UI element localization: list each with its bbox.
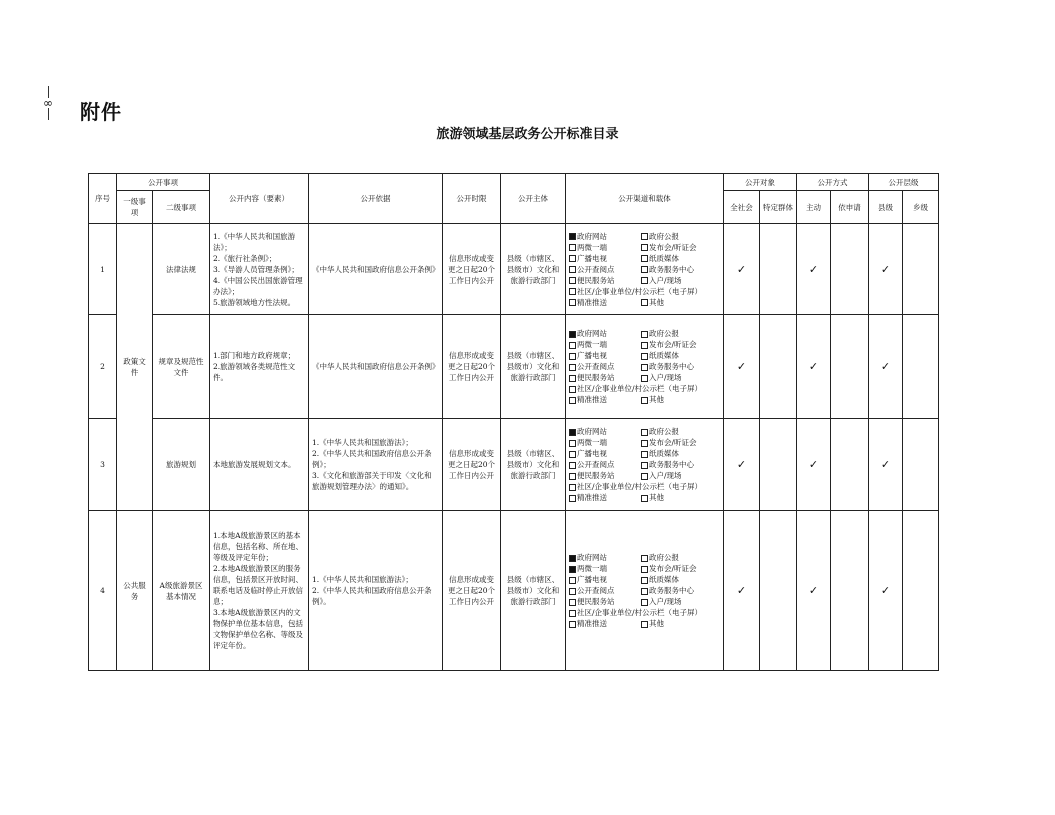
channel-label: 社区/企事业单位/村公示栏（电子屏） <box>577 482 703 491</box>
checkbox-icon <box>641 566 648 573</box>
target-specific-cell <box>760 315 797 419</box>
checkbox-icon <box>641 577 648 584</box>
channel-option <box>569 372 641 383</box>
channel-label: 社区/企事业单位/村公示栏（电子屏） <box>577 286 703 296</box>
channel-option <box>641 339 727 350</box>
seq-cell <box>89 224 117 315</box>
channel-option <box>641 470 727 481</box>
channel-option <box>569 242 641 253</box>
time-limit-cell <box>443 419 501 511</box>
subject-cell <box>501 224 566 315</box>
content-line: 1.《中华人民共和国旅游法》； <box>213 231 296 252</box>
table-body <box>89 224 939 671</box>
check-mark-icon: ✓ <box>736 458 747 471</box>
checkbox-icon <box>569 288 576 295</box>
channel-label: 便民服务站 <box>577 597 615 606</box>
basis-cell <box>309 419 443 511</box>
target-all-cell <box>724 511 760 671</box>
time-limit-value: 信息形成或变更之日起20个工作日内公开 <box>447 253 496 285</box>
check-mark-icon: ✓ <box>736 584 747 597</box>
channel-option <box>641 242 727 253</box>
level1-value: 政策文件 <box>123 357 146 377</box>
channel-option <box>569 426 641 437</box>
header-level-group: 公开层级 <box>869 174 939 191</box>
channel-label: 广播电视 <box>577 253 607 263</box>
basis-line: 3.《文化和旅游部关于印发〈文化和旅游规划管理办法〉的通知》。 <box>312 471 432 491</box>
checkbox-icon <box>569 353 576 360</box>
checkbox-icon <box>641 375 648 382</box>
checkbox-icon <box>569 473 576 480</box>
channel-label: 便民服务站 <box>577 275 615 285</box>
channel-label: 政府网站 <box>577 553 607 562</box>
content-line: 本地旅游发展规划文本。 <box>213 460 296 469</box>
channel-option <box>569 492 641 503</box>
channel-label: 政府网站 <box>577 231 607 241</box>
check-mark-icon: ✓ <box>880 360 891 373</box>
channel-label: 政务服务中心 <box>649 264 694 274</box>
channel-label: 社区/企事业单位/村公示栏（电子屏） <box>577 608 703 617</box>
table-row <box>89 511 939 671</box>
checkbox-icon <box>569 342 576 349</box>
checkbox-icon <box>641 555 648 562</box>
level2-cell <box>153 315 210 419</box>
content-line: 2.旅游领域各类规范性文件。 <box>213 362 296 382</box>
basis-cell <box>309 315 443 419</box>
channel-option <box>641 361 727 372</box>
checkbox-icon <box>569 599 576 606</box>
content-cell <box>210 511 309 671</box>
channel-label: 发布会/听证会 <box>649 438 697 447</box>
level1-cell <box>117 224 153 511</box>
channel-option <box>641 231 727 242</box>
channel-label: 两微一端 <box>577 340 607 349</box>
channel-option <box>641 492 727 503</box>
checkbox-icon <box>569 386 576 393</box>
channel-option <box>569 437 641 448</box>
channel-label: 政府公报 <box>649 553 679 562</box>
channel-label: 政府公报 <box>649 329 679 338</box>
time-limit-cell <box>443 511 501 671</box>
level2-cell <box>153 224 210 315</box>
checkbox-icon <box>641 342 648 349</box>
level-county-cell <box>869 315 903 419</box>
checkbox-icon <box>569 451 576 458</box>
level1-value: 公共服务 <box>123 580 146 601</box>
seq-value: 3 <box>100 460 105 469</box>
time-limit-value: 信息形成或变更之日起20个工作日内公开 <box>447 449 496 480</box>
channel-label: 其他 <box>649 297 664 307</box>
header-time-limit: 公开时限 <box>443 174 501 224</box>
channel-label: 其他 <box>649 493 664 502</box>
checkbox-icon <box>641 462 648 469</box>
checkbox-icon <box>641 277 648 284</box>
checkbox-icon <box>641 244 648 251</box>
checkbox-icon <box>569 621 576 628</box>
subject-value: 县级（市辖区、县级市）文化和旅游行政部门 <box>506 449 560 480</box>
checkbox-icon <box>641 364 648 371</box>
checkbox-icon <box>569 588 576 595</box>
channel-option <box>641 596 727 607</box>
seq-value: 2 <box>100 362 105 371</box>
checkbox-icon <box>641 495 648 502</box>
checkbox-icon <box>569 610 576 617</box>
time-limit-value: 信息形成或变更之日起20个工作日内公开 <box>447 575 496 606</box>
checkbox-icon <box>641 429 648 436</box>
channel-option <box>569 552 641 563</box>
check-mark-icon: ✓ <box>880 458 891 471</box>
checkbox-icon <box>569 566 576 573</box>
channel-label: 纸质媒体 <box>649 575 679 584</box>
checkbox-icon <box>569 429 576 436</box>
target-all-cell <box>724 224 760 315</box>
channel-label: 公开查阅点 <box>577 586 615 595</box>
channels-cell <box>566 315 724 419</box>
channel-label: 便民服务站 <box>577 373 615 382</box>
channel-label: 入户/现场 <box>649 471 682 480</box>
content-cell <box>210 224 309 315</box>
channel-label: 入户/现场 <box>649 275 682 285</box>
channel-option <box>569 607 727 618</box>
time-limit-value: 信息形成或变更之日起20个工作日内公开 <box>447 351 496 382</box>
seq-value: 1 <box>100 264 105 274</box>
level-township-cell <box>903 419 939 511</box>
header-mode-active: 主动 <box>797 191 831 224</box>
mode-active-cell <box>797 419 831 511</box>
channel-label: 广播电视 <box>577 575 607 584</box>
level-county-cell <box>869 419 903 511</box>
target-specific-cell <box>760 419 797 511</box>
page-number-mark: ∞ <box>43 86 53 120</box>
content-line: 1.部门和地方政府规章； <box>213 351 296 360</box>
channel-label: 精准推送 <box>577 493 607 502</box>
subject-value: 县级（市辖区、县级市）文化和旅游行政部门 <box>506 253 560 285</box>
channel-option <box>641 264 727 275</box>
channel-option <box>641 585 727 596</box>
checkbox-icon <box>641 299 648 306</box>
mode-request-cell <box>831 315 869 419</box>
content-line: 3.本地A级旅游景区内的文物保护单位基本信息，包括文物保护单位名称、等级及评定年份。 <box>213 608 303 650</box>
channel-label: 公开查阅点 <box>577 264 615 274</box>
content-line: 2.《旅行社条例》； <box>213 253 277 263</box>
header-level2: 二级事项 <box>153 191 210 224</box>
channel-option <box>641 459 727 470</box>
content-line: 5.旅游领域地方性法规。 <box>213 297 296 307</box>
checkbox-icon <box>641 266 648 273</box>
channel-label: 精准推送 <box>577 297 607 307</box>
checkbox-icon <box>641 588 648 595</box>
channel-option <box>569 297 641 308</box>
basis-line: 1.《中华人民共和国旅游法》； <box>312 575 413 584</box>
checkbox-icon <box>641 440 648 447</box>
checkbox-icon <box>641 621 648 628</box>
level2-value: 规章及规范性文件 <box>158 356 204 377</box>
channel-option <box>569 383 727 394</box>
level2-value: 法律法规 <box>166 264 196 274</box>
channel-label: 政府公报 <box>649 231 679 241</box>
channel-option <box>569 470 641 481</box>
basis-cell <box>309 511 443 671</box>
level-township-cell <box>903 315 939 419</box>
channel-label: 发布会/听证会 <box>649 340 697 349</box>
channel-option <box>569 275 641 286</box>
mode-request-cell <box>831 511 869 671</box>
channel-label: 两微一端 <box>577 438 607 447</box>
checkbox-icon <box>569 577 576 584</box>
channel-option <box>569 574 641 585</box>
page-title: 旅游领域基层政务公开标准目录 <box>436 127 619 142</box>
header-seq: 序号 <box>89 174 117 224</box>
mode-request-cell <box>831 419 869 511</box>
header-mode-request: 依申请 <box>831 191 869 224</box>
header-level1: 一级事项 <box>117 191 153 224</box>
channel-label: 精准推送 <box>577 619 607 628</box>
channel-label: 公开查阅点 <box>577 362 615 371</box>
basis-line: 2.《中华人民共和国政府信息公开条例》。 <box>312 586 432 606</box>
mode-active-cell <box>797 224 831 315</box>
channel-option <box>569 448 641 459</box>
level2-value: A级旅游景区基本情况 <box>159 580 203 601</box>
channel-label: 发布会/听证会 <box>649 242 697 252</box>
channel-label: 精准推送 <box>577 395 607 404</box>
checkbox-icon <box>569 484 576 491</box>
channel-option <box>641 253 727 264</box>
channel-label: 广播电视 <box>577 351 607 360</box>
channel-option <box>569 481 727 492</box>
attachment-label: 附件 <box>80 100 122 124</box>
checkbox-icon <box>641 233 648 240</box>
time-limit-cell <box>443 315 501 419</box>
checkbox-icon <box>569 440 576 447</box>
channel-option <box>569 328 641 339</box>
content-line: 2.本地A级旅游景区的服务信息，包括景区开放时间、联系电话及临时停止开放信息； <box>213 564 303 606</box>
channel-option <box>569 563 641 574</box>
checkbox-icon <box>569 364 576 371</box>
subject-value: 县级（市辖区、县级市）文化和旅游行政部门 <box>506 575 560 606</box>
channels-cell <box>566 511 724 671</box>
check-mark-icon: ✓ <box>880 262 891 276</box>
channel-option <box>641 275 727 286</box>
header-target-all: 全社会 <box>724 191 760 224</box>
checkbox-icon <box>569 266 576 273</box>
channel-label: 政府公报 <box>649 427 679 436</box>
channel-option <box>641 618 727 629</box>
channel-label: 便民服务站 <box>577 471 615 480</box>
channel-option <box>569 585 641 596</box>
checkbox-icon <box>569 555 576 562</box>
checkbox-icon <box>641 331 648 338</box>
target-all-cell <box>724 315 760 419</box>
mode-active-cell <box>797 511 831 671</box>
subject-cell <box>501 419 566 511</box>
basis-line: 《中华人民共和国政府信息公开条例》 <box>312 264 440 274</box>
header-basis: 公开依据 <box>309 174 443 224</box>
catalog-table <box>88 173 939 671</box>
basis-line: 1.《中华人民共和国旅游法》； <box>312 438 413 447</box>
channel-option <box>569 459 641 470</box>
channel-label: 入户/现场 <box>649 373 682 382</box>
checkbox-icon <box>569 397 576 404</box>
channel-option <box>569 253 641 264</box>
target-specific-cell <box>760 511 797 671</box>
content-cell <box>210 419 309 511</box>
table-row <box>89 224 939 315</box>
content-line: 3.《导游人员管理条例》； <box>213 264 299 274</box>
check-mark-icon: ✓ <box>880 584 891 597</box>
basis-line: 2.《中华人民共和国政府信息公开条例》； <box>312 449 432 469</box>
header-target-group: 公开对象 <box>724 174 797 191</box>
seq-value: 4 <box>100 586 105 595</box>
seq-cell <box>89 511 117 671</box>
channel-option <box>641 426 727 437</box>
level1-cell <box>117 511 153 671</box>
channel-label: 政务服务中心 <box>649 586 694 595</box>
subject-cell <box>501 511 566 671</box>
checkbox-icon <box>569 375 576 382</box>
channel-option <box>641 574 727 585</box>
checkbox-icon <box>641 599 648 606</box>
header-channels: 公开渠道和载体 <box>566 174 724 224</box>
basis-cell <box>309 224 443 315</box>
target-all-cell <box>724 419 760 511</box>
check-mark-icon: ✓ <box>808 458 819 471</box>
channel-option <box>641 563 727 574</box>
channel-label: 纸质媒体 <box>649 351 679 360</box>
seq-cell <box>89 315 117 419</box>
checkbox-icon <box>569 331 576 338</box>
channel-option <box>569 339 641 350</box>
checkbox-icon <box>569 277 576 284</box>
channel-label: 发布会/听证会 <box>649 564 697 573</box>
checkbox-icon <box>641 473 648 480</box>
subject-value: 县级（市辖区、县级市）文化和旅游行政部门 <box>506 351 560 382</box>
check-mark-icon: ✓ <box>808 262 819 276</box>
header-mode-group: 公开方式 <box>797 174 869 191</box>
checkbox-icon <box>641 255 648 262</box>
channel-label: 政府网站 <box>577 329 607 338</box>
level-township-cell <box>903 511 939 671</box>
channel-label: 两微一端 <box>577 564 607 573</box>
channel-option <box>569 618 641 629</box>
checkbox-icon <box>641 451 648 458</box>
header-target-specific: 特定群体 <box>760 191 797 224</box>
header-level-county: 县级 <box>869 191 903 224</box>
channel-label: 公开查阅点 <box>577 460 615 469</box>
channel-option <box>569 231 641 242</box>
mode-request-cell <box>831 224 869 315</box>
channel-option <box>641 448 727 459</box>
channels-cell <box>566 224 724 315</box>
level-township-cell <box>903 224 939 315</box>
content-line: 1.本地A级旅游景区的基本信息，包括名称、所在地、等级及评定年份； <box>213 531 303 562</box>
channel-option <box>641 372 727 383</box>
content-line: 4.《中国公民出国旅游管理办法》； <box>213 275 303 296</box>
basis-line: 《中华人民共和国政府信息公开条例》 <box>312 362 440 371</box>
level2-value: 旅游规划 <box>166 460 196 469</box>
table-row <box>89 419 939 511</box>
level2-cell <box>153 511 210 671</box>
checkbox-icon <box>569 233 576 240</box>
checkbox-icon <box>641 397 648 404</box>
channel-option <box>569 350 641 361</box>
channel-label: 纸质媒体 <box>649 253 679 263</box>
checkbox-icon <box>569 495 576 502</box>
channel-label: 政府网站 <box>577 427 607 436</box>
checkbox-icon <box>569 255 576 262</box>
channels-cell <box>566 419 724 511</box>
checkbox-icon <box>641 353 648 360</box>
target-specific-cell <box>760 224 797 315</box>
channel-option <box>569 361 641 372</box>
content-cell <box>210 315 309 419</box>
channel-label: 其他 <box>649 395 664 404</box>
channel-option <box>641 552 727 563</box>
header-level-township: 乡级 <box>903 191 939 224</box>
level-county-cell <box>869 511 903 671</box>
header-item-group: 公开事项 <box>117 174 210 191</box>
channel-label: 纸质媒体 <box>649 449 679 458</box>
level-county-cell <box>869 224 903 315</box>
channel-option <box>569 286 727 297</box>
checkbox-icon <box>569 244 576 251</box>
header-subject: 公开主体 <box>501 174 566 224</box>
channel-label: 两微一端 <box>577 242 607 252</box>
channel-option <box>569 264 641 275</box>
channel-option <box>641 350 727 361</box>
time-limit-cell <box>443 224 501 315</box>
table-row <box>89 315 939 419</box>
channel-option <box>569 596 641 607</box>
channel-option <box>641 297 727 308</box>
channel-option <box>641 437 727 448</box>
subject-cell <box>501 315 566 419</box>
channel-option <box>641 328 727 339</box>
channel-label: 政务服务中心 <box>649 362 694 371</box>
channel-option <box>641 394 727 405</box>
check-mark-icon: ✓ <box>808 584 819 597</box>
check-mark-icon: ✓ <box>736 262 747 276</box>
seq-cell <box>89 419 117 511</box>
channel-label: 入户/现场 <box>649 597 682 606</box>
mode-active-cell <box>797 315 831 419</box>
channel-option <box>569 394 641 405</box>
checkbox-icon <box>569 462 576 469</box>
header-row-1 <box>89 174 939 191</box>
channel-label: 政务服务中心 <box>649 460 694 469</box>
channel-label: 社区/企事业单位/村公示栏（电子屏） <box>577 384 703 393</box>
channel-label: 广播电视 <box>577 449 607 458</box>
header-content: 公开内容（要素） <box>210 174 309 224</box>
channel-label: 其他 <box>649 619 664 628</box>
check-mark-icon: ✓ <box>736 360 747 373</box>
checkbox-icon <box>569 299 576 306</box>
check-mark-icon: ✓ <box>808 360 819 373</box>
level2-cell <box>153 419 210 511</box>
